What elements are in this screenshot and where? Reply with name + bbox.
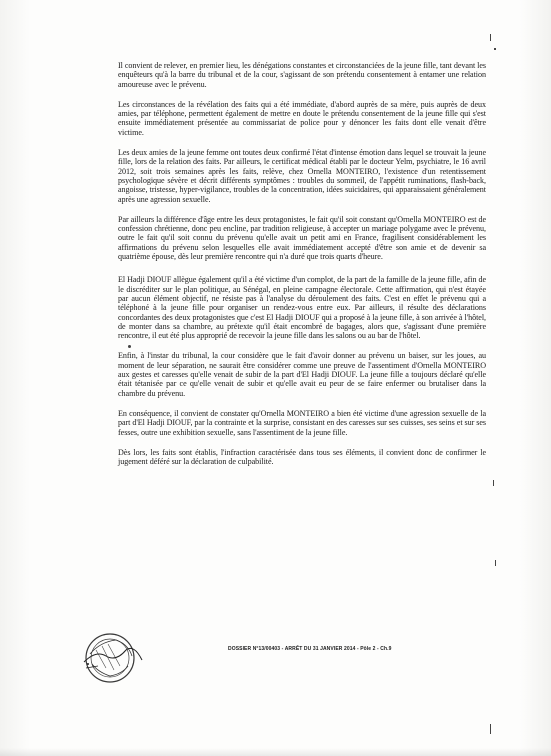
scan-mark: [494, 48, 496, 50]
scan-mark: [495, 560, 496, 566]
court-seal-stamp: [76, 620, 156, 700]
paragraph: Enfin, à l'instar du tribunal, la cour considère que le fait d'avoir donner au prévenu un baiser, sur les joues, au moment de leur séparation, ne saurait être considérer comme une preuve de l'assentiment d'Ornella MONTEIRO aux gestes et caresses qu'elle venait de subir de la part d'El Hadji DIOUF. La jeune fille a toujours déclaré qu'elle était tétanisée par ce qu'elle venait de subir et qu'elle avait eu peur de se faire enfermer ou brutaliser dans la chambre du prévenu.: [118, 351, 486, 398]
paragraph: En conséquence, il convient de constater qu'Ornella MONTEIRO a bien été victime d'une agression sexuelle de la part d'El Hadji DIOUF, par la contrainte et la surprise, consistant en des caresses sur ses cuisses, ses seins et sur ses fesses, outre une exhibition sexuelle, sans l'assentiment de la jeune fille.: [118, 408, 486, 437]
document-body: [118, 61, 486, 477]
paragraph: Dès lors, les faits sont établis, l'infraction caractérisée dans tous ses éléments, il convient donc de confirmer le jugement déféré sur la déclaration de culpabilité.: [118, 447, 486, 467]
scan-mark: [493, 480, 494, 486]
page-edge-shadow: [0, 748, 551, 756]
paragraph: Il convient de relever, en premier lieu, les dénégations constantes et circonstanciées de la jeune fille, tant devant les enquêteurs qu'à la barre du tribunal et de la cour, s'agissant de son prétendu consentement à entamer une relation amoureuse avec le prévenu.: [118, 61, 486, 89]
paragraph: Par ailleurs la différence d'âge entre les deux protagonistes, le fait qu'il soit constant qu'Ornella MONTEIRO est de confession chrétienne, donc peu encline, par tradition religieuse, à accepter un mariage polygame avec le prévenu, outre le fait qu'il soit connu du prévenu qu'elle avait un petit ami en France, fragilisent considérablement les affirmations du prévenu selon lesquelles elle avait immédiatement accepté d'être son amie et de devenir sa quatrième épouse, dès leur première rencontre qui n'a duré que trois quarts d'heure.: [118, 214, 486, 262]
paragraph: Les deux amies de la jeune femme ont toutes deux confirmé l'état d'intense émotion dans lequel se trouvait la jeune fille, lors de la relation des faits. Par ailleurs, le certificat médical établi par le docteur Yelm, psychiatre, le 16 avril 2012, soit trois semaines après les faits, relève, chez Ornella MONTEIRO, l'existence d'un retentissement psychologique sévère et décrit différents symptômes : troubles du sommeil, de l'appétit ruminations, flash-back, angoisse, tristesse, hyper-vigilance, troubles de la concentration, idées suicidaires, qui apparaissaient généralement après une agression sexuelle.: [118, 148, 486, 204]
paragraph: El Hadji DIOUF allègue également qu'il a été victime d'un complot, de la part de la famille de la jeune fille, afin de le discréditer sur le plan politique, au Sénégal, en pleine campagne électorale. Cette affirmation, qui n'est étayée par aucun élément objectif, ne résiste pas à l'analyse du déroulement des faits. C'est en effet le prévenu qui a téléphoné à la jeune fille pour organiser un rendez-vous entre eux. Par ailleurs, il résulte des déclarations concordantes des deux protagonistes que c'est El Hadji DIOUF qui a proposé à la jeune fille, à son arrivée à l'hôtel, de monter dans sa chambre, au prétexte qu'il était encombré de bagages, alors que, s'agissant d'une première rencontre, il eut été plus approprié de recevoir la jeune fille dans les salons ou au bar de l'hôtel.: [118, 275, 486, 341]
scan-mark: [490, 724, 491, 734]
document-footer: DOSSIER N°13/00403 - ARRÊT DU 31 JANVIER 2014 - Pôle 2 - Ch.9: [228, 646, 392, 652]
paragraph: Les circonstances de la révélation des faits qui a été immédiate, d'abord auprès de sa mère, puis auprès de deux amies, par téléphone, permettent également de mettre en doute le prétendu consentement de la jeune fille qui s'est ensuite immédiatement présentée au commissariat de police pour y dénoncer les faits dont elle venait d'être victime.: [118, 99, 486, 137]
scan-mark: [490, 34, 491, 41]
